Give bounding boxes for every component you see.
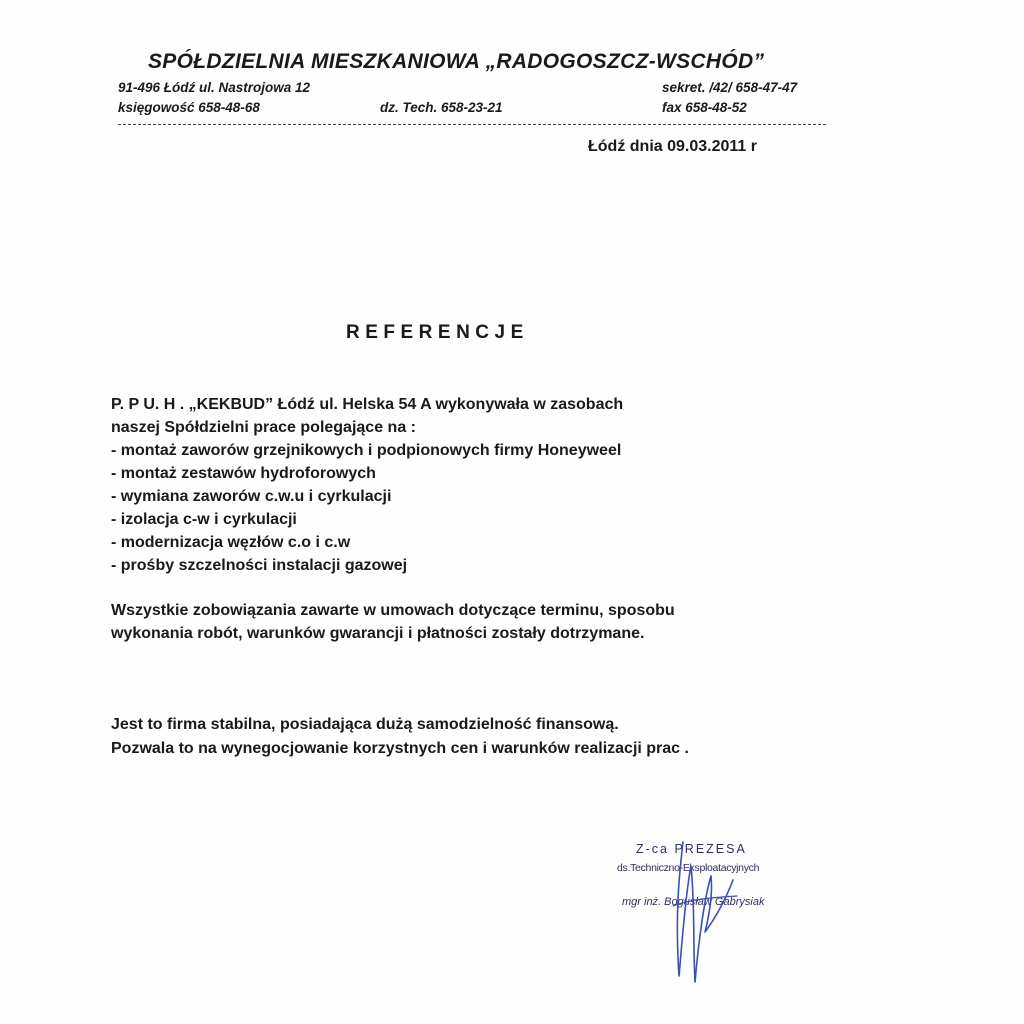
- signature-icon: [665, 836, 745, 986]
- letterhead-divider: [118, 124, 826, 125]
- work-item: - izolacja c-w i cyrkulacji: [111, 511, 297, 528]
- stability-line: Pozwala to na wynegocjowanie korzystnych cen i warunków realizacji prac .: [111, 740, 689, 757]
- work-item: - montaż zaworów grzejnikowych i podpionowych firmy Honeyweel: [111, 442, 622, 459]
- letter-date: Łódź dnia 09.03.2011 r: [588, 138, 757, 155]
- organization-name: SPÓŁDZIELNIA MIESZKANIOWA „RADOGOSZCZ-WSCHÓD”: [148, 50, 765, 73]
- work-item: - wymiana zaworów c.w.u i cyrkulacji: [111, 488, 392, 505]
- accounting-phone: księgowość 658-48-68: [118, 100, 260, 115]
- commitments-line: wykonania robót, warunków gwarancji i płatności zostały dotrzymane.: [111, 625, 645, 642]
- stamp-department: ds.Techniczno-Eksploatacyjnych: [617, 862, 760, 874]
- organization-address: 91-496 Łódź ul. Nastrojowa 12: [118, 80, 311, 95]
- work-item: - prośby szczelności instalacji gazowej: [111, 557, 408, 574]
- stamp-title: Z-ca PREZESA: [636, 842, 747, 856]
- stability-line: Jest to firma stabilna, posiadająca dużą samodzielność finansową.: [111, 716, 619, 733]
- intro-line: P. P U. H . „KEKBUD” Łódź ul. Helska 54 A wykonywała w zasobach: [111, 396, 624, 413]
- letter-title: REFERENCJE: [346, 322, 529, 343]
- work-item: - modernizacja węzłów c.o i c.w: [111, 534, 351, 551]
- work-item: - montaż zestawów hydroforowych: [111, 465, 376, 482]
- tech-dept-phone: dz. Tech. 658-23-21: [380, 100, 503, 115]
- fax-number: fax 658-48-52: [662, 100, 747, 115]
- secretariat-phone: sekret. /42/ 658-47-47: [662, 80, 798, 95]
- intro-line: naszej Spółdzielni prace polegające na :: [111, 419, 416, 436]
- stamp-name: mgr inż. Bogusław Gabrysiak: [622, 896, 765, 908]
- commitments-line: Wszystkie zobowiązania zawarte w umowach dotyczące terminu, sposobu: [111, 602, 675, 619]
